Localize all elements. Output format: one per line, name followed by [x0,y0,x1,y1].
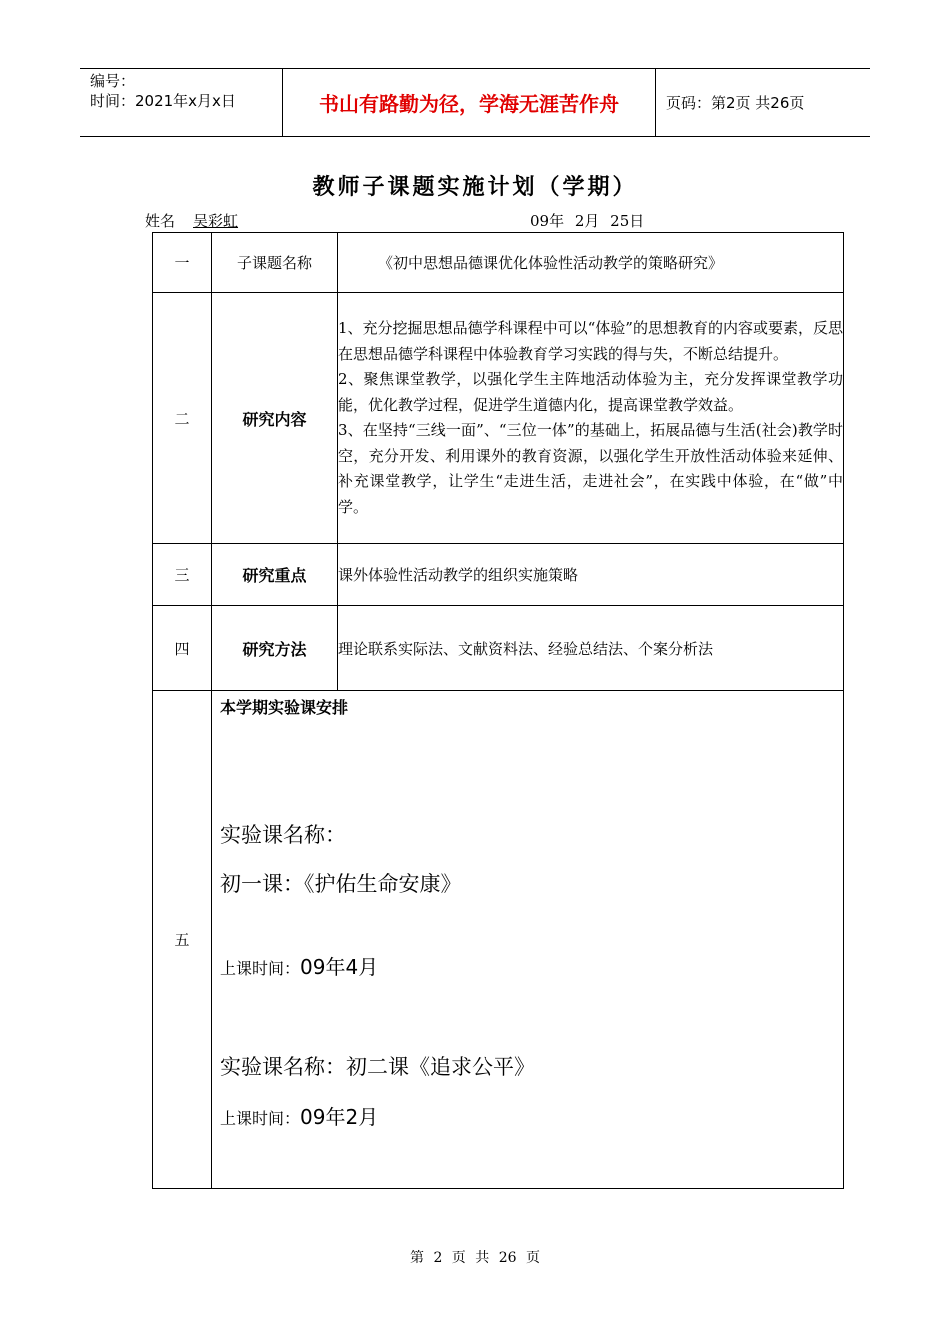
time-value: 09年2月 [300,1105,379,1129]
lesson2-name: 实验课名称：初二课《追求公平》 [220,1055,535,1079]
row-number: 二 [153,293,212,544]
row-number: 五 [153,691,212,1189]
name-label: 姓名 [145,212,176,230]
research-methods: 理论联系实际法、文献资料法、经验总结法、个案分析法 [338,606,844,691]
content-paragraph: 3、在坚持“三线一面”、“三位一体”的基础上，拓展品德与生活(社会)教学时空，充分开发、利用课外的教育资源，以强化学生开放性活动体验来延伸、补充课堂教学，让学生“走进生活，走进社会”，在实践中体验，在“做”中学。 [338,421,843,516]
plan-table [152,232,844,1189]
content-paragraph: 1、充分挖掘思想品德学科课程中可以“体验”的思想教育的内容或要素，反思在思想品德学科课程中体验教育学习实践的得与失，不断总结提升。 [338,319,843,363]
table-row [153,691,844,1189]
lesson2-time [220,1101,378,1130]
plan-date: 09年 2月 25日 [530,212,645,230]
row-label: 研究重点 [212,544,338,606]
header-motto: 书山有路勤为径，学海无涯苦作舟 [282,69,656,136]
section-title: 本学期实验课安排 [220,698,349,717]
content-paragraph: 2、聚焦课堂教学，以强化学生主阵地活动体验为主，充分发挥课堂教学功能，优化教学过程，促进学生道德内化，提高课堂教学效益。 [338,370,843,414]
lesson-schedule-cell [212,691,844,1189]
table-row [153,606,844,691]
time-label: 时间：2021年x月x日 [90,92,236,110]
lesson1-name-label: 实验课名称： [220,823,346,847]
page-footer: 第 2 页 共 26 页 [410,1250,540,1266]
table-row [153,544,844,606]
header-info-cell [80,69,282,136]
lesson1-time [220,951,378,980]
table-row [153,293,844,544]
time-label: 上课时间： [220,959,301,978]
research-content [338,293,844,544]
row-number: 四 [153,606,212,691]
row-label: 研究方法 [212,606,338,691]
document-header [80,68,870,137]
number-label: 编号： [90,72,136,90]
table-row [153,233,844,293]
page-title: 教师子课题实施计划（学期） [312,175,638,200]
teacher-name-line [145,210,258,231]
time-value: 09年4月 [300,955,379,979]
header-page-info: 页码：第2页 共26页 [666,94,805,112]
row-number: 三 [153,544,212,606]
subtopic-title: 《初中思想品德课优化体验性活动教学的策略研究》 [338,233,844,293]
time-label: 上课时间： [220,1109,301,1128]
row-label: 子课题名称 [212,233,338,293]
name-value: 吴彩虹 [193,212,239,230]
lesson1-course: 初一课：《护佑生命安康》 [220,872,462,896]
row-label: 研究内容 [212,293,338,544]
research-focus: 课外体验性活动教学的组织实施策略 [338,544,844,606]
row-number: 一 [153,233,212,293]
